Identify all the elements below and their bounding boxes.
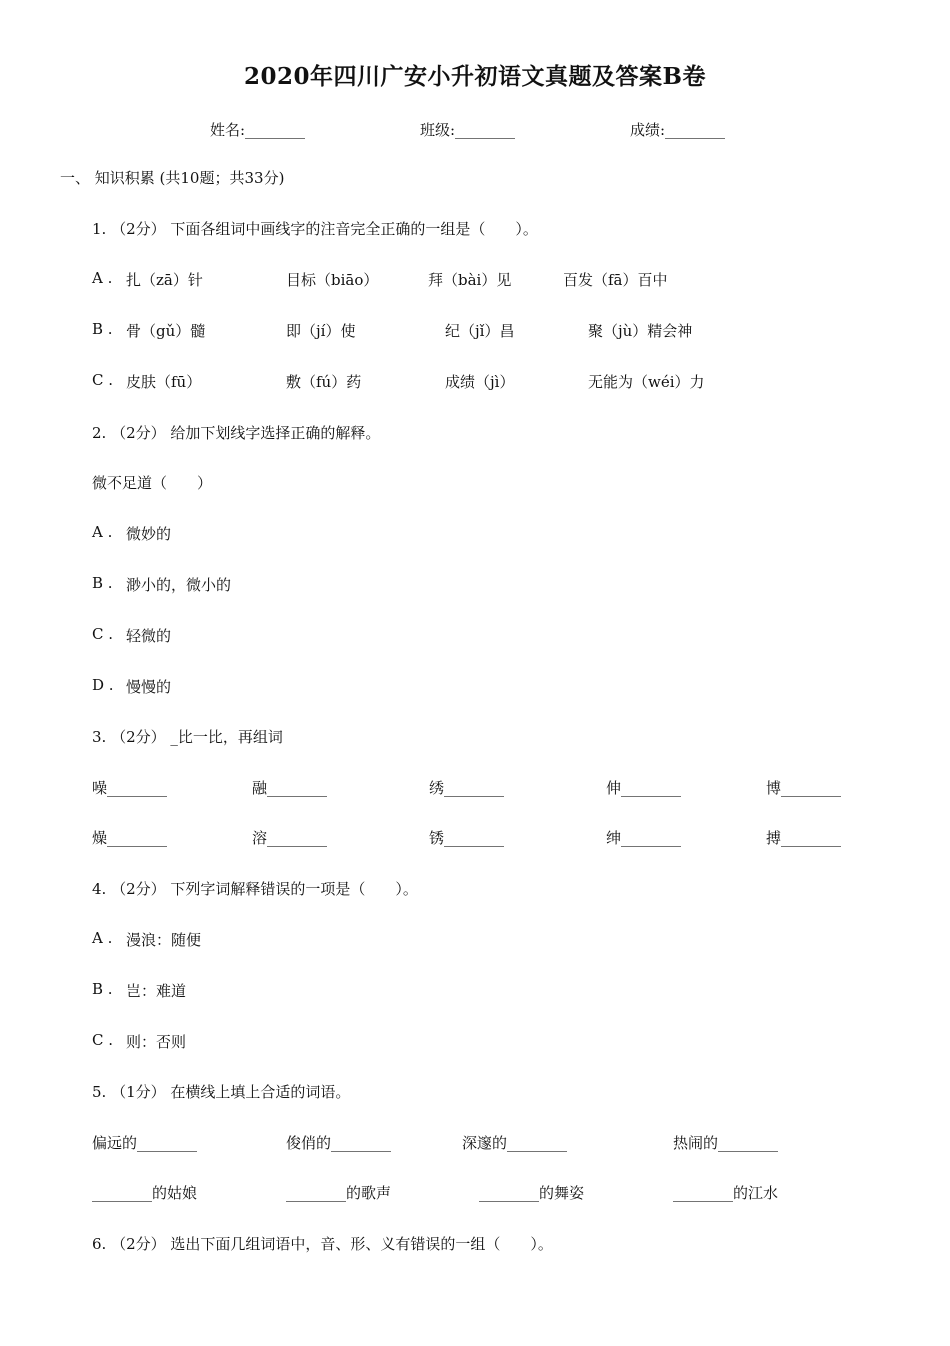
question-1-stem: 1. （2分） 下面各组词中画线字的注音完全正确的一组是（ ）。: [92, 220, 538, 238]
option-text: 岂：难道: [126, 982, 187, 1000]
section-heading: 一、 知识积累 (共10题；共33分): [60, 169, 285, 187]
option-label: B .: [92, 320, 113, 338]
fill-blank: 热闹的________: [673, 1134, 779, 1152]
option-label: C .: [92, 371, 114, 389]
fill-blank: 绣________: [429, 779, 505, 797]
question-2-sub: 微不足道（ ）: [92, 474, 213, 492]
option-item: 即（jí）使: [286, 322, 356, 340]
option-label: C .: [92, 625, 114, 643]
fill-blank: 锈________: [429, 829, 505, 847]
option-item: 皮肤（fū）: [126, 373, 202, 391]
fill-blank: 博________: [766, 779, 842, 797]
fill-blank: ________的舞姿: [479, 1184, 585, 1202]
question-5-stem: 5. （1分） 在横线上填上合适的词语。: [92, 1083, 351, 1101]
option-item: 拜（bài）见: [428, 271, 512, 289]
fill-blank: 绅________: [606, 829, 682, 847]
option-item: 成绩（jì）: [445, 373, 515, 391]
page-title: 2020年四川广安小升初语文真题及答案B卷: [244, 63, 706, 90]
option-text: 渺小的，微小的: [126, 576, 232, 594]
class-field: 班级:________: [420, 121, 516, 139]
fill-blank: 噪________: [92, 779, 168, 797]
fill-blank: 深邃的________: [462, 1134, 568, 1152]
fill-blank: 伸________: [606, 779, 682, 797]
option-text: 漫浪：随便: [126, 931, 202, 949]
question-6-stem: 6. （2分） 选出下面几组词语中，音、形、义有错误的一组（ ）。: [92, 1235, 553, 1253]
fill-blank: ________的姑娘: [92, 1184, 198, 1202]
fill-blank: 溶________: [252, 829, 328, 847]
question-4-stem: 4. （2分） 下列字词解释错误的一项是（ ）。: [92, 880, 418, 898]
question-2-stem: 2. （2分） 给加下划线字选择正确的解释。: [92, 424, 381, 442]
option-item: 目标（biāo）: [286, 271, 379, 289]
option-label: A .: [92, 523, 113, 541]
question-3-stem: 3. （2分） _比一比，再组词: [92, 728, 283, 746]
fill-blank: 融________: [252, 779, 328, 797]
fill-blank: ________的歌声: [286, 1184, 392, 1202]
option-item: 敷（fú）药: [286, 373, 362, 391]
option-label: D .: [92, 676, 114, 694]
option-label: A .: [92, 929, 113, 947]
option-item: 骨（gǔ）髓: [126, 322, 206, 340]
option-item: 聚（jù）精会神: [588, 322, 693, 340]
option-label: C .: [92, 1031, 114, 1049]
fill-blank: 偏远的________: [92, 1134, 198, 1152]
option-item: 无能为（wéi）力: [588, 373, 705, 391]
fill-blank: 燥________: [92, 829, 168, 847]
fill-blank: 俊俏的________: [286, 1134, 392, 1152]
option-label: A .: [92, 269, 113, 287]
option-item: 纪（jǐ）昌: [445, 322, 515, 340]
option-text: 则：否则: [126, 1033, 187, 1051]
option-text: 微妙的: [126, 525, 172, 543]
fill-blank: ________的江水: [673, 1184, 779, 1202]
option-text: 慢慢的: [126, 678, 172, 696]
score-field: 成绩:________: [630, 121, 726, 139]
option-item: 百发（fā）百中: [563, 271, 668, 289]
option-label: B .: [92, 980, 113, 998]
option-item: 扎（zā）针: [126, 271, 203, 289]
fill-blank: 搏________: [766, 829, 842, 847]
option-label: B .: [92, 574, 113, 592]
name-field: 姓名:________: [210, 121, 306, 139]
option-text: 轻微的: [126, 627, 172, 645]
